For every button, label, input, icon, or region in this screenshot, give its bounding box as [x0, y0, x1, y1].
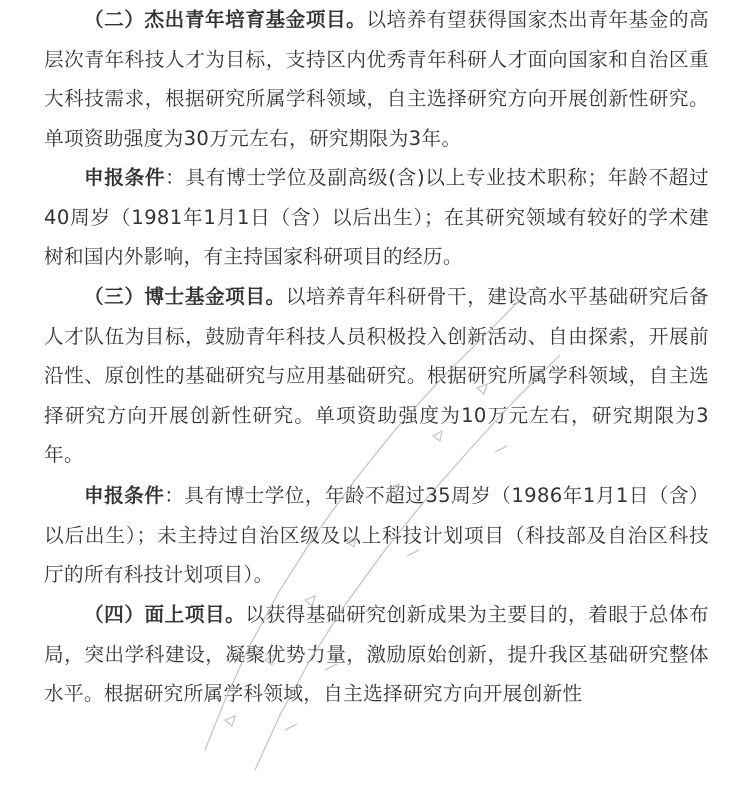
section-heading: （二）杰出青年培育基金项目。	[84, 8, 367, 31]
section-outstanding-youth-fund	[44, 0, 709, 158]
section-body: 以培养有望获得国家杰出青年基金的高层次青年科技人才为目标，支持区内优秀青年科研人才面向国家和自治区重大科技需求，根据研究所属学科领域，自主选择研究方向开展创新性研究。单项资助强度为30万元左右，研究期限为3年。	[44, 8, 709, 150]
section-heading: 申报条件	[84, 484, 165, 507]
section-heading: 申报条件	[84, 166, 166, 189]
section-outstanding-youth-conditions	[44, 158, 709, 277]
section-heading: （四）面上项目。	[84, 603, 246, 626]
section-doctoral-fund	[44, 277, 709, 475]
section-body: ：具有博士学位，年龄不超过35周岁（1986年1月1日（含）以后出生）；未主持过自治区级及以上科技计划项目（科技部及自治区科技厅的所有科技计划项目）。	[44, 484, 709, 587]
section-heading: （三）博士基金项目。	[84, 285, 286, 308]
section-doctoral-conditions	[44, 476, 709, 595]
section-general-project	[44, 595, 709, 714]
section-body: ：具有博士学位及副高级(含)以上专业技术职称；年龄不超过40周岁（1981年1月1日（含）以后出生）；在其研究领域有较好的学术建树和国内外影响，有主持国家科研项目的经历。	[44, 166, 709, 269]
section-body: 以培养青年科研骨干，建设高水平基础研究后备人才队伍为目标，鼓励青年科技人员积极投入创新活动、自由探索，开展前沿性、原创性的基础研究与应用基础研究。根据研究所属学科领域，自主选择研究方向开展创新性研究。单项资助强度为10万元左右，研究期限为3年。	[44, 285, 709, 467]
section-body: 以获得基础研究创新成果为主要目的，着眼于总体布局，突出学科建设，凝聚优势力量，激励原始创新，提升我区基础研究整体水平。根据研究所属学科领域，自主选择研究方向开展创新性	[44, 603, 709, 706]
